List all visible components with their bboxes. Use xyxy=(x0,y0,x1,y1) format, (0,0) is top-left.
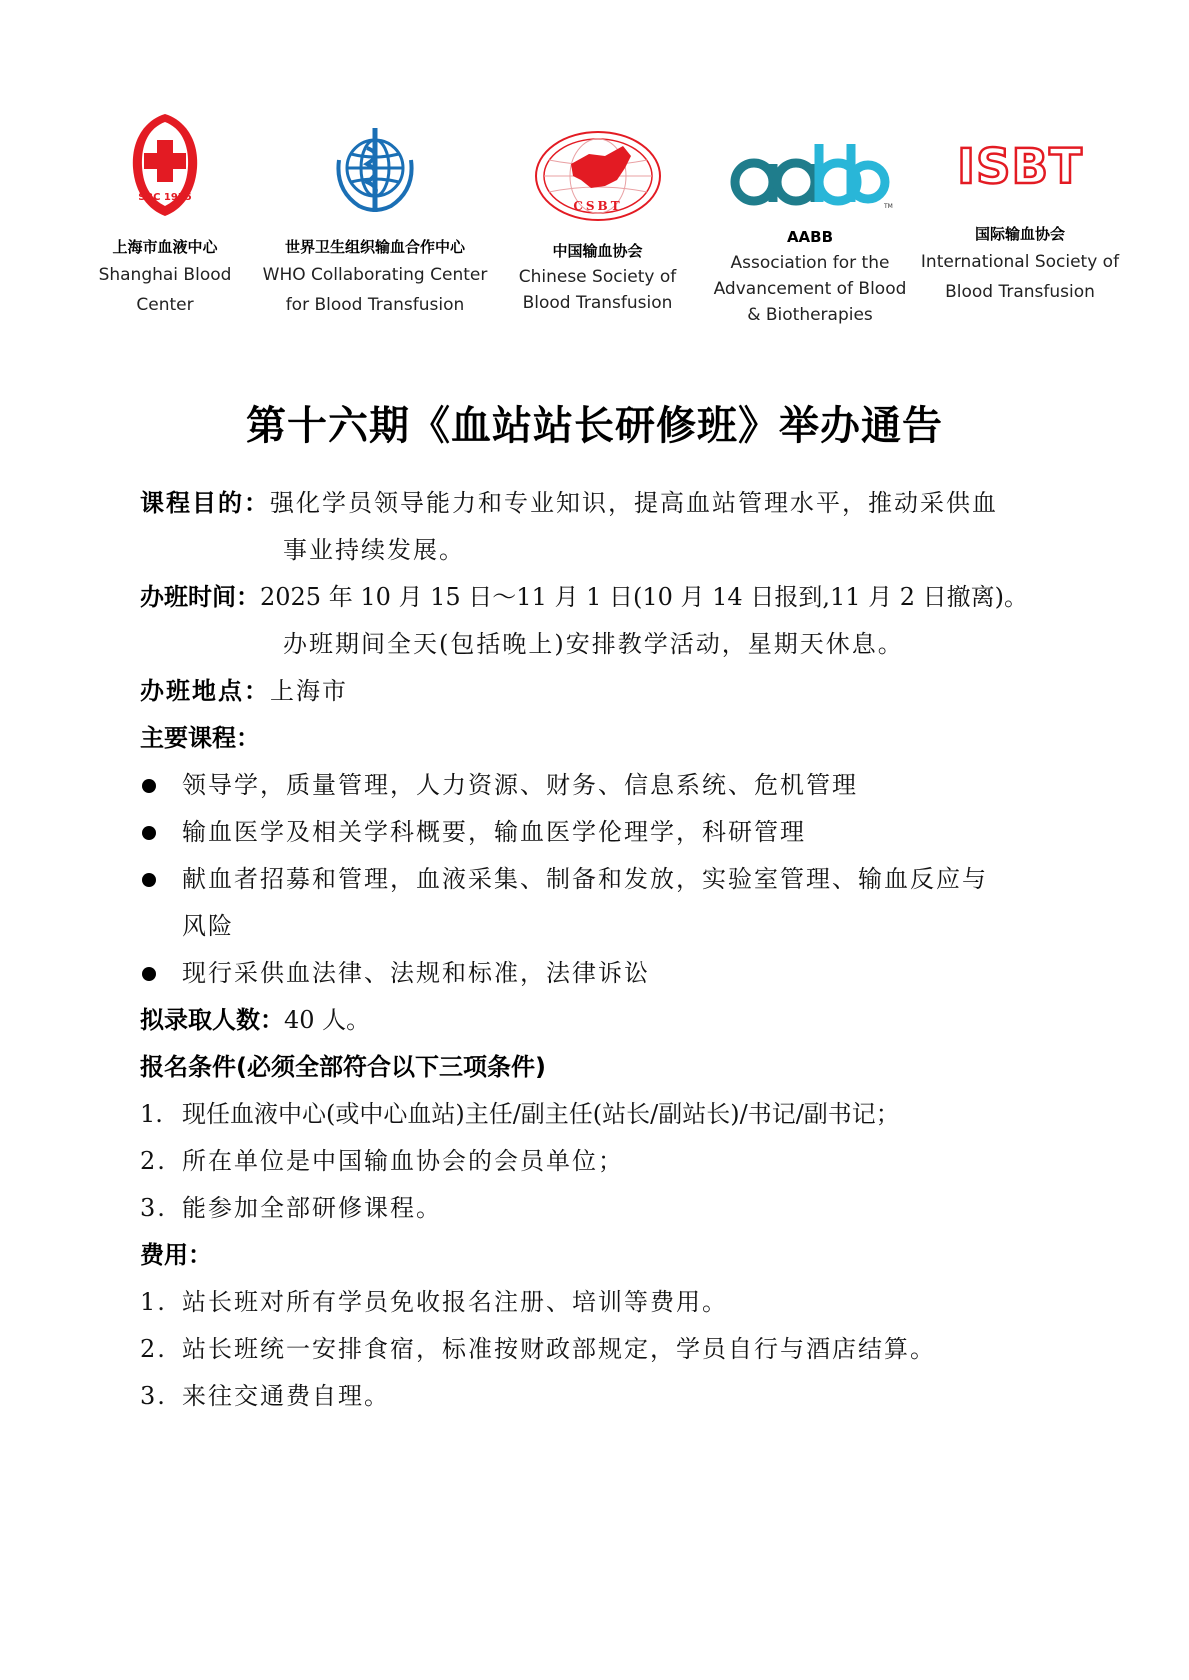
course-item: 领导学，质量管理，人力资源、财务、信息系统、危机管理 xyxy=(140,762,1070,809)
fees-label: 费用： xyxy=(140,1241,212,1269)
fee-item: 3. 来往交通费自理。 xyxy=(140,1382,390,1410)
aabb-logo-icon xyxy=(730,138,893,210)
course-item: 输血医学及相关学科概要，输血医学伦理学，科研管理 xyxy=(140,809,1070,856)
org-csbt xyxy=(510,128,685,316)
svg-text:TM: TM xyxy=(884,203,893,210)
page-title: 第十六期《血站站长研修班》举办通告 xyxy=(246,403,943,449)
sbc-logo-icon xyxy=(125,110,205,220)
csbt-logo-icon xyxy=(531,128,665,226)
fees-heading xyxy=(140,1232,1070,1279)
csbt-logo-text: CSBT xyxy=(572,199,623,213)
org-name-cn: 世界卫生组织输血合作中心 xyxy=(284,238,465,256)
org-shanghai-blood-center xyxy=(95,110,235,320)
course-item-continued: 风险 xyxy=(182,912,234,940)
time-text: 2025 年 10 月 15 日～11 月 1 日(10 月 14 日报到,11 月 2 日撤离)。 xyxy=(260,583,1029,611)
time-line xyxy=(140,574,1070,621)
fee-item: 2. 站长班统一安排食宿，标准按财政部规定，学员自行与酒店结算。 xyxy=(140,1335,936,1363)
place-line xyxy=(140,668,1070,715)
courses-heading xyxy=(140,715,1070,762)
org-name-cn: 上海市血液中心 xyxy=(112,238,218,256)
org-name-en-line2: Center xyxy=(136,295,194,315)
org-aabb xyxy=(705,138,915,328)
org-name-en-line1: Association for the xyxy=(730,253,890,273)
condition-item: 1. 现任血液中心(或中心血站)主任/副主任(站长/副站长)/书记/副书记； xyxy=(140,1100,900,1128)
org-name-en-line1: Chinese Society of xyxy=(518,267,677,287)
org-who xyxy=(255,120,495,320)
isbt-logo-text: ISBT xyxy=(957,139,1083,195)
condition-item: 3. 能参加全部研修课程。 xyxy=(140,1194,442,1222)
sbc-logo-text: SBC 1955 xyxy=(138,192,192,203)
bullet-icon xyxy=(142,873,156,887)
condition-item: 2. 所在单位是中国输血协会的会员单位； xyxy=(140,1147,624,1175)
purpose-line xyxy=(140,480,1070,527)
purpose-text: 强化学员领导能力和专业知识，提高血站管理水平，推动采供血 xyxy=(270,489,998,517)
org-name-en-line1: International Society of xyxy=(920,252,1120,272)
isbt-logo-icon xyxy=(958,135,1082,199)
org-name-en-line1: Shanghai Blood xyxy=(98,265,232,285)
org-name-cn: 中国输血协会 xyxy=(552,242,643,260)
org-isbt xyxy=(920,135,1120,307)
course-item: 现行采供血法律、法规和标准，法律诉讼 xyxy=(140,950,1070,997)
org-name-en-line2: Advancement of Blood xyxy=(713,279,907,299)
bullet-icon xyxy=(142,779,156,793)
enroll-line xyxy=(140,997,1070,1044)
org-name-en-line2: for Blood Transfusion xyxy=(285,295,465,315)
org-name-en-line3: & Biotherapies xyxy=(747,305,873,325)
conditions-heading xyxy=(140,1044,1070,1091)
place-label: 办班地点： xyxy=(140,677,270,705)
purpose-label: 课程目的： xyxy=(140,489,270,517)
bullet-icon xyxy=(142,967,156,981)
org-name-en-line2: Blood Transfusion xyxy=(522,293,673,313)
enroll-label: 拟录取人数： xyxy=(140,1006,284,1034)
purpose-line-2: 事业持续发展。 xyxy=(283,536,465,564)
enroll-value: 40 人。 xyxy=(284,1006,371,1034)
time-label: 办班时间： xyxy=(140,583,260,611)
courses-label: 主要课程： xyxy=(140,724,260,752)
org-name-cn: 国际输血协会 xyxy=(974,225,1065,243)
notice-body xyxy=(140,480,1070,1420)
org-name-en-line2: Blood Transfusion xyxy=(945,282,1095,302)
course-item: 献血者招募和管理，血液采集、制备和发放，实验室管理、输血反应与 xyxy=(140,856,1070,903)
org-name-en-line1: WHO Collaborating Center xyxy=(262,265,488,285)
bullet-icon xyxy=(142,826,156,840)
place-value: 上海市 xyxy=(270,677,348,705)
conditions-label: 报名条件(必须全部符合以下三项条件) xyxy=(140,1053,546,1081)
fee-item: 1. 站长班对所有学员免收报名注册、培训等费用。 xyxy=(140,1288,728,1316)
org-name-cn: AABB xyxy=(786,228,834,246)
time-line-2: 办班期间全天(包括晚上)安排教学活动，星期天休息。 xyxy=(283,630,904,658)
who-emblem-icon xyxy=(325,120,425,220)
